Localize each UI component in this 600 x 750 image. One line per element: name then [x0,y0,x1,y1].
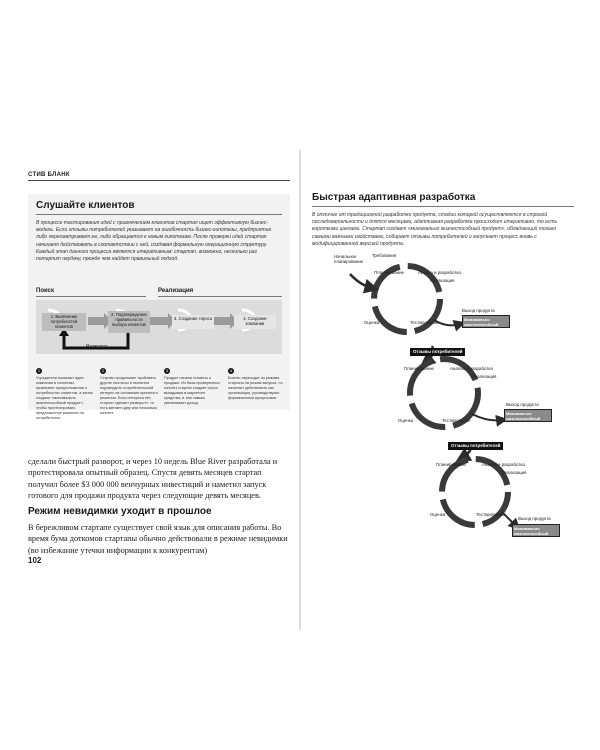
cycle-3-mvp-box: Минимально жизнеспособный продукт [512,524,560,537]
step-4-box: 4. Создание компании [234,315,276,329]
right-intro: В отличие от традиционной разработки продукта, стадии которой осуществляются в строгой последовательности и длятся месяцами, адаптивная разработка происходит итеративно, то есть короткими циклами. Стартап создает «минимально жизнеспособный продукт», обладающий только самыми важными свойствами, собирает отзывы потребителей и запускает процесс вновь с модифицированной версией продукта. [312,212,558,247]
cycle-2-release-arrow [472,414,502,420]
cycle-1-implementation: Реализация [430,278,455,283]
step-2-description: Стартап продолжает пробовать другие гипотезы и пытается подтвердить потребительский интерес на основании принятого решения. Если интереса нет, стартап «делает разворот», то есть меняет одну или несколько гипотез. [100,376,158,415]
cycle-3-release: Выход продукта [518,516,551,521]
right-title: Быстрая адаптивная разработка [312,192,476,203]
right-page [312,170,574,610]
cycle-2-planning: Планирование [404,366,434,371]
cycle-1-feedback-box: Отзывы потребителей [410,348,465,356]
cycle-1-analysis: Анализ и разработка [418,270,461,275]
sidebar-title: Слушайте клиентов [36,200,135,211]
cycle-1-planning: Планирование [374,270,404,275]
process-arrows [28,170,290,410]
book-gutter [299,150,301,630]
cycle-2-feedback-box: Отзывы потребителей [448,442,503,450]
left-page [28,170,290,610]
cycle-2-implementation: Реализация [472,374,497,379]
sidebar-body: В процессе тестирования идей с привлечением клиентов стартап ищет эффективную бизнес-модель. Если отзывы потребителей указывают на ошибочность бизнес-гипотезы, предприятие либо пересматривает ее, либо обращается к новым гипотезам. После проверки идей стартап начинает действовать в соответствии с ней, создавая формальную операционную структуру. Каждый этап данного процесса является итеративным: стартап, возможно, несколько раз потерпит неудачу, прежде чем найдет правильный подход. [36,220,272,263]
step-3-box: 3. Создание спроса [172,315,214,329]
cycle-2-analysis: Анализ и разработка [450,366,493,371]
cycle-2-evaluation: Оценка [398,418,414,423]
section-heading: Режим невидимки уходит в прошлое [28,506,212,517]
body-paragraph-1: сделали быстрый разворот, и через 10 недель Blue River разработала и протестировала опытный образец. Спустя девять месяцев стартап получил более $3 000 000 венчурных инвестиций и наметил запуск готового для продажи продукта через следующие девять месяцев. [28,457,278,500]
stage-realization-label: Реализация [158,288,194,294]
cycle-3-evaluation: Оценка [430,512,446,517]
step-4-number: 4 [229,368,233,373]
step-2-box: 2. Подтверждение правильности выбора клиентов [108,311,150,333]
cycle-2-testing: Тестирование [442,418,471,423]
cycle-1-evaluation: Оценка [364,320,380,325]
agile-cycles-diagram [312,170,574,610]
cycle-2-mvp-box: Минимально жизнеспособный продукт [504,409,552,422]
cycle-1-initial-planning: Начальное планирование [334,254,364,264]
cycle-3-testing: Тестирование [476,512,505,517]
cycle-3-implementation: Реализация [502,470,527,475]
cycle-1-testing: Тестирование [410,320,439,325]
stage-search-label: Поиск [36,288,55,294]
initial-planning-arrow [350,274,372,288]
cycle-3-analysis: Анализ и разработка [482,462,525,467]
step-1-box: 1. Выявление потребностей клиентов [42,313,86,331]
running-head: СТИВ БЛАНК [28,172,70,178]
step-3-description: Продукт начали готовить к продаже. Из базы проверенных гипотез стартап создает спрос, вкладывая в маркетинг средства, и тем самым увеличивает доход. [164,376,220,405]
step-4-description: Бизнес переходит из режима стартапа на режим запуска, т.е. начинает действовать как организация, руководствуясь формальными процессами. [228,376,284,400]
step-1-number: 1 [37,368,41,373]
cycle-1-mvp-box: Минимально жизнеспособный продукт [462,315,510,328]
cycle-2-release: Выход продукта [506,402,539,407]
cycle-1-release: Выход продукта [462,308,495,313]
body-paragraph-2: В бережливом стартапе существует свой язык для описания работы. Во время бума доткомов стартапы обычно действовали в режиме невидимки (во избежание утечки информации к конкурентам) [28,523,288,555]
step-3-number: 3 [165,368,169,373]
page-number: 102 [28,556,42,565]
pivot-label: Разворот [86,344,108,350]
cycle-3-planning: Планирование [436,462,466,467]
step-2-number: 2 [101,368,105,373]
step-1-description: Учредители излагают идеи компании в гипотезах, проверяют предположения о потребностях клиентов, а затем создают «минимально жизнеспособный продукт», чтобы протестировать предложенное решение на потребителях. [36,376,93,420]
cycle-1-requirements: Требования [372,253,397,258]
